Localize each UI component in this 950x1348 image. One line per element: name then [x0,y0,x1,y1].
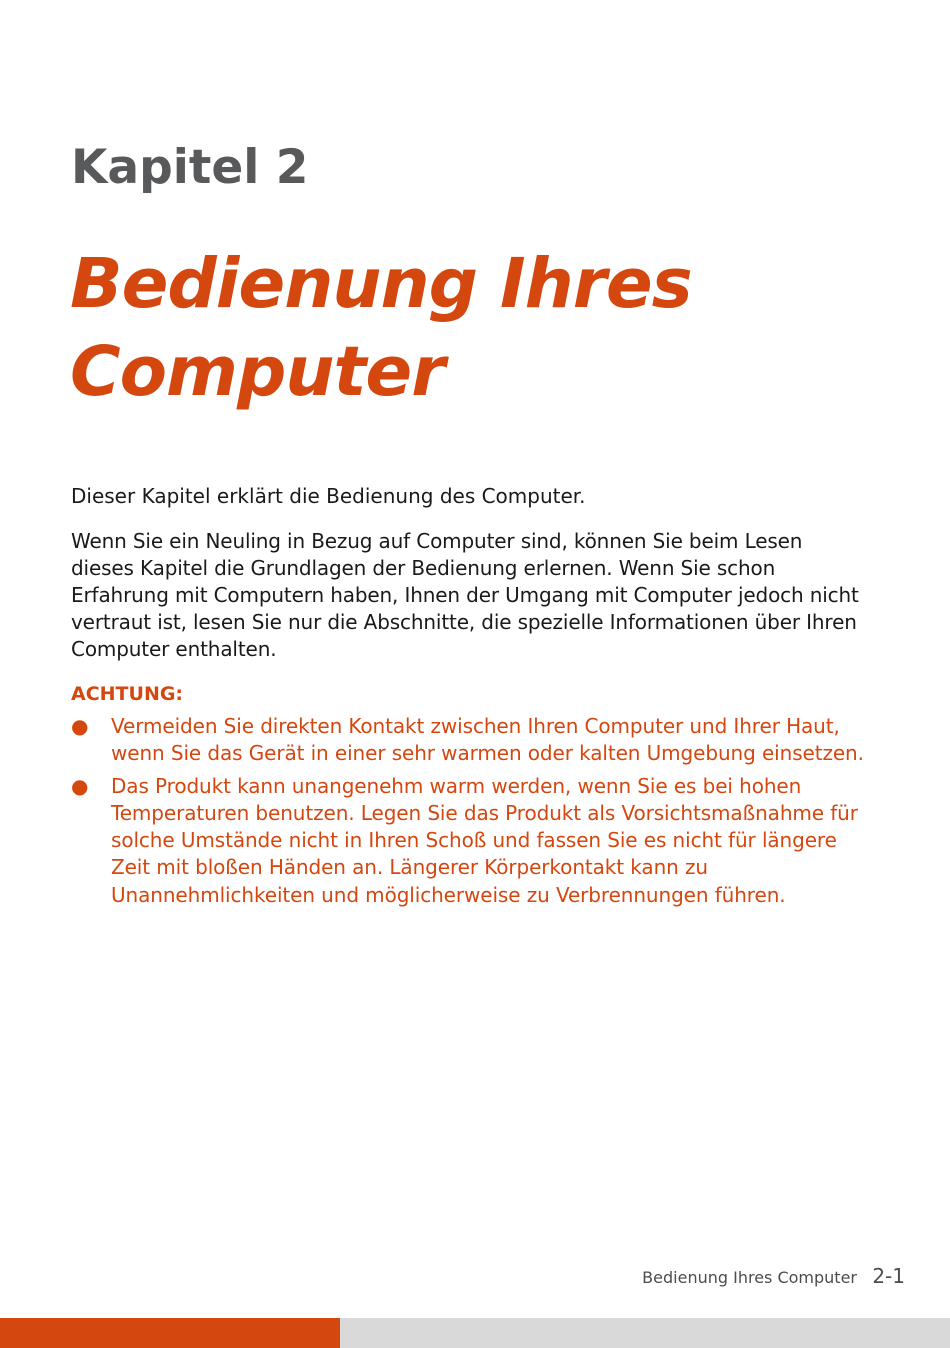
chapter-title-line2: Computer [70,332,445,412]
caution-heading: ACHTUNG: [71,683,184,705]
caution-item-text: Das Produkt kann unangenehm warm werden, wenn Sie es bei hohen Temperaturen benutzen. Legen Sie das Produkt als Vorsichtsmaßnahme für solche Umstände nicht in Ihren Schoß und fassen Sie es nicht für längere Zeit mit bloßen Händen an. Längerer Körperkontakt kann zu Unannehmlichkeiten und möglicherweise zu Verbrennungen führen. [111,773,858,907]
footer-section-title: Bedienung Ihres Computer [642,1268,857,1287]
chapter-title-line1: Bedienung Ihres [70,244,692,324]
chapter-title [70,240,910,416]
bullet-icon: ● [71,773,89,798]
caution-item-2 [71,773,871,909]
intro-paragraph-1: Dieser Kapitel erklärt die Bedienung des Computer. [71,484,586,508]
footer-page-number: 2-1 [872,1264,905,1288]
footer-accent-bar [0,1318,340,1348]
intro-paragraph-2: Wenn Sie ein Neuling in Bezug auf Computer sind, können Sie beim Lesen dieses Kapitel die Grundlagen der Bedienung erlernen. Wenn Sie schon Erfahrung mit Computern haben, Ihnen der Umgang mit Computer jedoch nicht vertraut ist, lesen Sie nur die Abschnitte, die spezielle Informationen über Ihren Computer enthalten. [71,529,859,661]
footer-gray-bar [340,1318,950,1348]
caution-item-text: Vermeiden Sie direkten Kontakt zwischen Ihren Computer und Ihrer Haut, wenn Sie das Gerät in einer sehr warmen oder kalten Umgebung einsetzen. [111,714,864,766]
chapter-label: Kapitel 2 [71,140,309,195]
caution-list [71,713,871,914]
bullet-icon: ● [71,714,89,738]
caution-item-1 [71,713,871,768]
